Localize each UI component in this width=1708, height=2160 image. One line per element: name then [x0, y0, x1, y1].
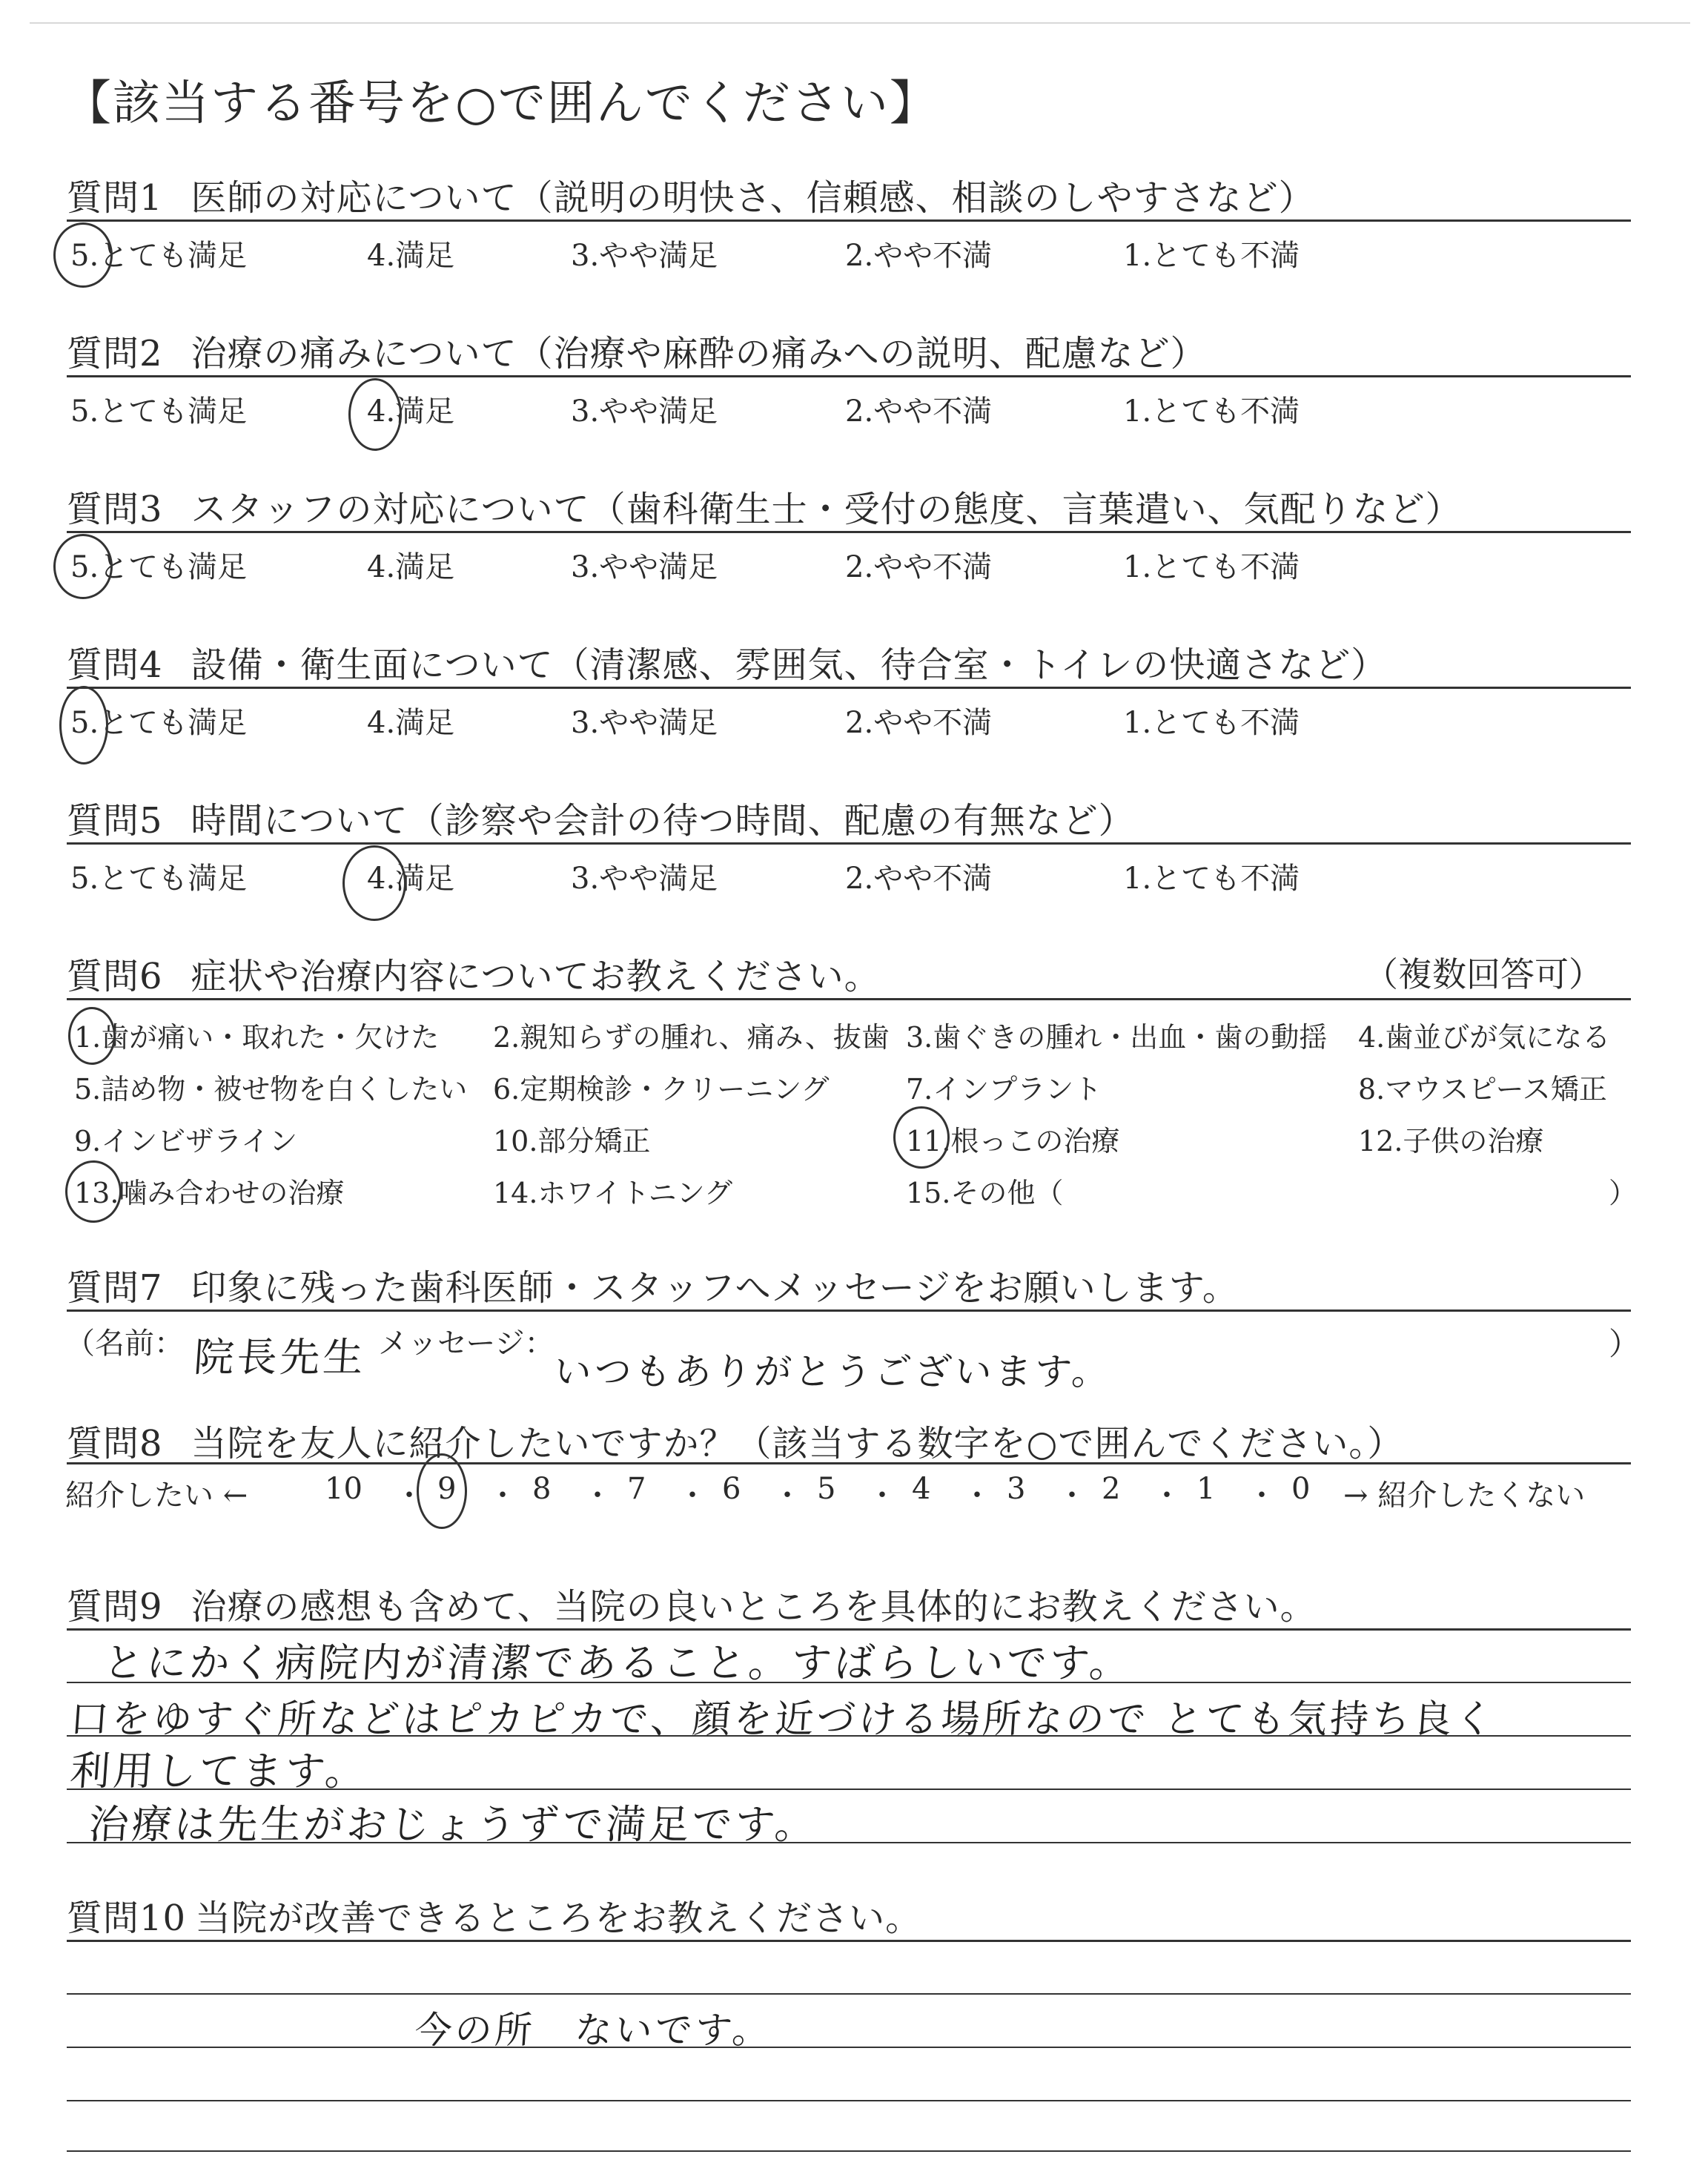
question-number: 質問1 [67, 177, 163, 219]
scale-6[interactable]: 6 [722, 1472, 741, 1506]
q5-option-3[interactable]: 3.やや満足 [571, 862, 718, 896]
question-9 [67, 1578, 1317, 1629]
q3-option-4[interactable]: 4.満足 [367, 550, 455, 584]
q1-option-1[interactable]: 1.とても不満 [1123, 239, 1300, 273]
scale-dot: ・ [962, 1479, 992, 1513]
scale-4[interactable]: 4 [912, 1472, 931, 1506]
divider [67, 531, 1631, 533]
question-6 [67, 948, 881, 999]
selection-circle [68, 1007, 116, 1065]
q6-option-15[interactable]: 15.その他（ [906, 1177, 1064, 1209]
question-3 [67, 480, 1462, 532]
question-number: 質問5 [67, 800, 163, 842]
q6-option-13[interactable]: 13.噛み合わせの治療 [74, 1177, 345, 1209]
scale-dot: ・ [772, 1479, 802, 1513]
answer-line [67, 2150, 1631, 2152]
question-text: 医師の対応について（説明の明快さ、信頼感、相談のしやすさなど） [191, 177, 1315, 219]
scale-10[interactable]: 10 [325, 1472, 363, 1506]
answer-line-2[interactable]: 口をゆすぐ所などはピカピカで、顔を近づける場所なので とても気持ち良く [68, 1697, 1498, 1742]
q5-option-1[interactable]: 1.とても不満 [1123, 862, 1300, 896]
divider [67, 1940, 1631, 1942]
q6-option-14[interactable]: 14.ホワイトニング [493, 1177, 733, 1209]
scale-5[interactable]: 5 [817, 1472, 836, 1506]
q6-option-4[interactable]: 4.歯並びが気になる [1358, 1021, 1611, 1054]
q6-option-7[interactable]: 7.インプラント [906, 1073, 1102, 1106]
question-number: 質問10 [67, 1898, 187, 1939]
q2-option-1[interactable]: 1.とても不満 [1123, 394, 1300, 429]
divider [67, 998, 1631, 1000]
question-text: 当院を友人に紹介したいですか？（該当する数字を○で囲んでください。） [191, 1423, 1404, 1464]
message-value[interactable]: いつもありがとうございます。 [552, 1350, 1113, 1393]
scale-dot: ・ [867, 1479, 897, 1513]
question-text: スタッフの対応について（歯科衛生士・受付の態度、言葉遣い、気配りなど） [191, 489, 1462, 530]
q1-option-4[interactable]: 4.満足 [367, 239, 455, 273]
q4-option-3[interactable]: 3.やや満足 [571, 706, 718, 740]
selection-circle [65, 1160, 122, 1223]
answer-line [67, 1735, 1631, 1737]
scale-2[interactable]: 2 [1102, 1472, 1121, 1506]
message-label: メッセージ： [378, 1327, 555, 1361]
selection-circle [53, 534, 113, 599]
scale-dot: ・ [1057, 1479, 1087, 1513]
question-1 [67, 169, 1315, 220]
scale-dot: ・ [488, 1479, 517, 1513]
q1-option-2[interactable]: 2.やや不満 [845, 239, 993, 273]
q4-option-4[interactable]: 4.満足 [367, 706, 455, 740]
question-10 [67, 1889, 921, 1941]
question-7 [67, 1259, 1239, 1310]
scale-0[interactable]: 0 [1291, 1472, 1311, 1506]
recommend-left-label: 紹介したい ← [65, 1479, 248, 1513]
question-2 [67, 325, 1207, 376]
q3-option-3[interactable]: 3.やや満足 [571, 550, 718, 584]
message-close: ） [1609, 1326, 1641, 1362]
q6-other-close: ） [1609, 1177, 1638, 1209]
q6-option-1[interactable]: 1.歯が痛い・取れた・欠けた [74, 1021, 440, 1054]
q2-option-3[interactable]: 3.やや満足 [571, 394, 718, 429]
scale-dot: ・ [1152, 1479, 1182, 1513]
question-text: 治療の感想も含めて、当院の良いところを具体的にお教えください。 [191, 1586, 1317, 1628]
scale-dot: ・ [1247, 1479, 1277, 1513]
page-title: 【該当する番号を○で囲んでください】 [64, 76, 939, 131]
scale-dot: ・ [583, 1479, 612, 1513]
top-border [30, 22, 1690, 24]
scale-dot: ・ [394, 1479, 424, 1513]
q4-option-5[interactable]: 5.とても満足 [70, 706, 248, 740]
q5-option-2[interactable]: 2.やや不満 [845, 862, 993, 896]
scale-7[interactable]: 7 [627, 1472, 646, 1506]
answer-line-4[interactable]: 治療は先生がおじょうずで満足です。 [87, 1801, 820, 1848]
question-text: 時間について（診察や会計の待つ時間、配慮の有無など） [191, 800, 1135, 842]
scale-8[interactable]: 8 [532, 1472, 552, 1506]
q4-option-1[interactable]: 1.とても不満 [1123, 706, 1300, 740]
divider [67, 687, 1631, 689]
question-text: 治療の痛みについて（治療や麻酔の痛みへの説明、配慮など） [191, 333, 1207, 374]
selection-circle [342, 845, 406, 921]
scale-dot: ・ [678, 1479, 707, 1513]
answer-line [67, 1682, 1631, 1683]
answer-line-3[interactable]: 利用してます。 [68, 1748, 370, 1794]
divider [67, 1628, 1631, 1631]
answer-line [67, 2100, 1631, 2101]
question-number: 質問2 [67, 333, 163, 374]
q6-option-6[interactable]: 6.定期検診・クリーニング [493, 1073, 830, 1106]
q4-option-2[interactable]: 2.やや不満 [845, 706, 993, 740]
answer-line [67, 1789, 1631, 1790]
question-4 [67, 636, 1387, 687]
answer-line [67, 2047, 1631, 2048]
scale-3[interactable]: 3 [1007, 1472, 1026, 1506]
selection-circle [53, 222, 113, 288]
question-text: 印象に残った歯科医師・スタッフへメッセージをお願いします。 [191, 1267, 1239, 1309]
divider [67, 219, 1631, 222]
question-8 [67, 1415, 1403, 1466]
q2-option-4[interactable]: 4.満足 [367, 394, 455, 429]
divider [67, 375, 1631, 377]
scale-1[interactable]: 1 [1196, 1472, 1216, 1506]
question-text: 設備・衛生面について（清潔感、雰囲気、待合室・トイレの快適さなど） [191, 644, 1388, 686]
answer-line-1[interactable]: とにかく病院内が清潔であること。すばらしいです。 [102, 1639, 1134, 1686]
divider [67, 1462, 1631, 1464]
name-label: （名前： [65, 1327, 184, 1361]
q6-option-5[interactable]: 5.詰め物・被せ物を白くしたい [74, 1073, 468, 1106]
name-value[interactable]: 院長先生 [192, 1334, 368, 1381]
q2-option-2[interactable]: 2.やや不満 [845, 394, 993, 429]
question-5 [67, 792, 1135, 843]
q1-option-3[interactable]: 3.やや満足 [571, 239, 718, 273]
selection-circle [893, 1106, 950, 1169]
selection-circle [417, 1453, 467, 1529]
q6-option-12[interactable]: 12.子供の治療 [1358, 1125, 1544, 1157]
divider [67, 842, 1631, 845]
q6-option-9[interactable]: 9.インビザライン [74, 1125, 298, 1157]
question-number: 質問8 [67, 1423, 163, 1464]
divider [67, 1309, 1631, 1312]
q5-option-5[interactable]: 5.とても満足 [70, 862, 248, 896]
question-number: 質問7 [67, 1267, 163, 1309]
q6-option-11[interactable]: 11.根っこの治療 [906, 1125, 1120, 1157]
question-number: 質問3 [67, 489, 163, 530]
q6-option-10[interactable]: 10.部分矯正 [493, 1125, 651, 1157]
q6-option-2[interactable]: 2.親知らずの腫れ、痛み、抜歯 [493, 1021, 890, 1054]
selection-circle [59, 686, 108, 764]
answer-line [67, 1842, 1631, 1843]
scale-9[interactable]: 9 [437, 1472, 457, 1506]
q6-option-8[interactable]: 8.マウスピース矯正 [1358, 1073, 1607, 1106]
recommend-right-label: → 紹介したくない [1343, 1479, 1586, 1513]
answer-line [67, 1993, 1631, 1995]
question-number: 質問4 [67, 644, 163, 686]
q1-option-5[interactable]: 5.とても満足 [70, 239, 248, 273]
question-text: 当院が改善できるところをお教えください。 [195, 1898, 922, 1939]
selection-circle [348, 378, 402, 451]
multiple-answers-note: （複数回答可） [1364, 954, 1603, 994]
q2-option-5[interactable]: 5.とても満足 [70, 394, 248, 429]
question-number: 質問9 [67, 1586, 163, 1628]
question-number: 質問6 [67, 956, 163, 997]
q3-option-1[interactable]: 1.とても不満 [1123, 550, 1300, 584]
q3-option-2[interactable]: 2.やや不満 [845, 550, 993, 584]
q5-option-4[interactable]: 4.満足 [367, 862, 455, 896]
q6-option-3[interactable]: 3.歯ぐきの腫れ・出血・歯の動揺 [906, 1021, 1328, 1054]
question-text: 症状や治療内容についてお教えください。 [191, 956, 881, 997]
q3-option-5[interactable]: 5.とても満足 [70, 550, 248, 584]
answer-text[interactable]: 今の所 ないです。 [413, 2009, 774, 2052]
